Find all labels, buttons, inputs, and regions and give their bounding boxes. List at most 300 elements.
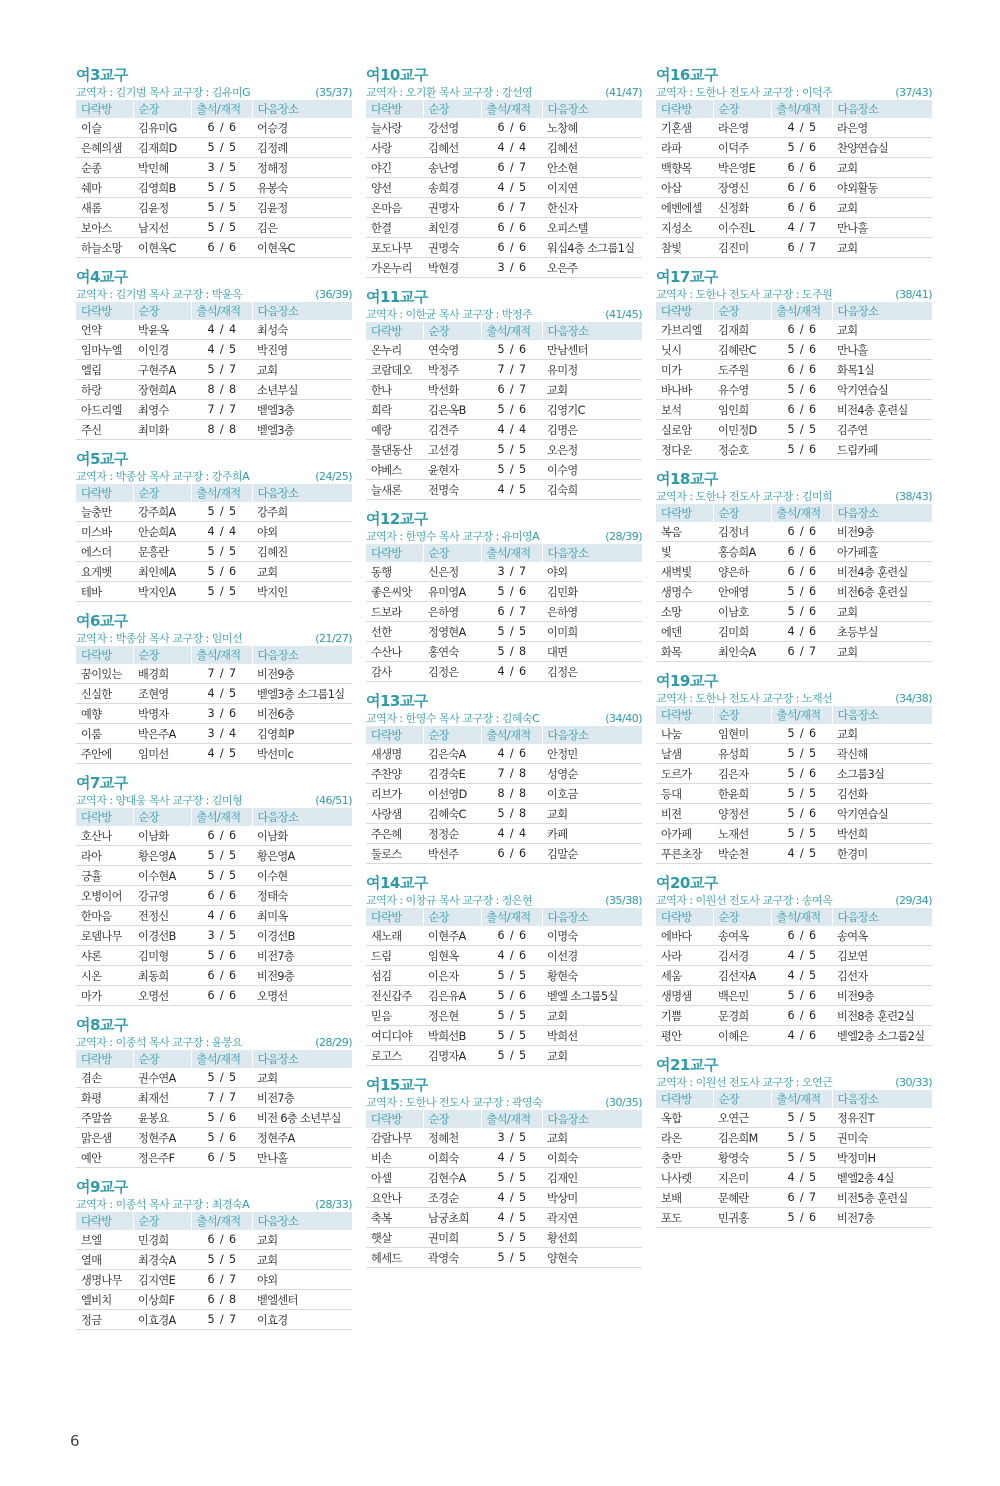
leader-name: 박은영E xyxy=(713,158,771,178)
next-location: 벧엘3층 xyxy=(252,420,352,440)
cell-group-name: 보배 xyxy=(656,1188,713,1208)
cell-group-name: 엘비치 xyxy=(76,1290,133,1310)
attendance: 6 / 6 xyxy=(481,926,542,946)
attendance: 6 / 7 xyxy=(771,642,832,662)
next-location: 안소현 xyxy=(542,158,642,178)
leader-name: 박지인A xyxy=(133,582,191,602)
next-location: 김정은 xyxy=(542,662,642,682)
leader-name: 김윤정 xyxy=(133,198,191,218)
table-row xyxy=(656,986,932,1006)
table-header-row xyxy=(366,544,642,562)
district-info xyxy=(656,691,932,706)
district-section xyxy=(366,692,642,864)
district-info xyxy=(76,287,352,302)
leader-name: 홍연숙 xyxy=(423,642,481,662)
district-section xyxy=(76,450,352,602)
cell-group-name: 드보라 xyxy=(366,602,423,622)
leader-name: 박순천 xyxy=(713,844,771,864)
column-header: 순장 xyxy=(423,544,481,562)
attendance: 4 / 5 xyxy=(481,1208,542,1228)
table-row xyxy=(76,664,352,684)
leader-name: 임인희 xyxy=(713,400,771,420)
leader-name: 권명숙 xyxy=(423,238,481,258)
attendance: 5 / 8 xyxy=(481,642,542,662)
next-location: 김은 xyxy=(252,218,352,238)
next-location: 악기연습실 xyxy=(832,804,932,824)
next-location: 한경미 xyxy=(832,844,932,864)
cell-group-name: 새벽빛 xyxy=(656,562,713,582)
leader-name: 윤봉요 xyxy=(133,1108,191,1128)
attendance: 6 / 7 xyxy=(771,1188,832,1208)
column-header: 순장 xyxy=(713,504,771,522)
cell-group-name: 예안 xyxy=(76,1148,133,1168)
table-row xyxy=(76,562,352,582)
attendance-total: (28/29) xyxy=(315,1036,352,1049)
cell-group-name: 축복 xyxy=(366,1208,423,1228)
table-row xyxy=(76,846,352,866)
district-leaders: 교역자 : 한영수 목사 교구장 : 김혜숙C xyxy=(366,712,540,725)
table-row xyxy=(366,582,642,602)
table-row xyxy=(76,1230,352,1250)
next-location: 황은영A xyxy=(252,846,352,866)
attendance: 4 / 5 xyxy=(481,480,542,500)
cell-group-name: 에바다 xyxy=(656,926,713,946)
cell-group-name: 닛시 xyxy=(656,340,713,360)
next-location: 황현숙 xyxy=(542,966,642,986)
next-location: 소년부실 xyxy=(252,380,352,400)
table-row xyxy=(366,1228,642,1248)
cell-group-name: 참빛 xyxy=(656,238,713,258)
cell-group-name: 감사 xyxy=(366,662,423,682)
table-row xyxy=(656,1108,932,1128)
cell-group-name: 섬김 xyxy=(366,966,423,986)
column-header: 다음장소 xyxy=(252,302,352,320)
attendance: 5 / 5 xyxy=(771,1148,832,1168)
attendance: 6 / 6 xyxy=(771,178,832,198)
cell-group-name: 요게벳 xyxy=(76,562,133,582)
next-location: 야외 xyxy=(252,1270,352,1290)
attendance-total: (41/45) xyxy=(605,308,642,321)
leader-name: 송여옥 xyxy=(713,926,771,946)
leader-name: 이희숙 xyxy=(423,1148,481,1168)
cell-group-name: 한나 xyxy=(366,380,423,400)
column-header: 출석/재적 xyxy=(191,484,252,502)
attendance: 4 / 6 xyxy=(771,622,832,642)
district-leaders: 교역자 : 도한나 전도사 교구장 : 곽영숙 xyxy=(366,1096,543,1109)
attendance: 6 / 6 xyxy=(191,238,252,258)
attendance: 3 / 6 xyxy=(191,704,252,724)
table-row xyxy=(76,866,352,886)
district-title: 여16교구 xyxy=(656,66,718,84)
cell-group-name: 겸손 xyxy=(76,1068,133,1088)
cell-group-name: 한마음 xyxy=(76,906,133,926)
district-section xyxy=(656,874,932,1046)
attendance: 4 / 5 xyxy=(771,946,832,966)
leader-name: 문경희 xyxy=(713,1006,771,1026)
attendance: 6 / 6 xyxy=(191,826,252,846)
next-location: 이지연 xyxy=(542,178,642,198)
cell-group-name: 빛 xyxy=(656,542,713,562)
leader-name: 권미희 xyxy=(423,1228,481,1248)
next-location: 강주희 xyxy=(252,502,352,522)
leader-name: 김혜란C xyxy=(713,340,771,360)
table-row xyxy=(76,1310,352,1330)
district-columns xyxy=(76,66,933,1340)
table-row xyxy=(366,460,642,480)
cell-group-table xyxy=(656,302,932,460)
leader-name: 김유미G xyxy=(133,118,191,138)
cell-group-table xyxy=(76,1050,352,1168)
district-leaders: 교역자 : 이종석 목사 교구장 : 윤봉요 xyxy=(76,1036,243,1049)
leader-name: 김혜선 xyxy=(423,138,481,158)
table-row xyxy=(656,1168,932,1188)
cell-group-name: 비손 xyxy=(366,1148,423,1168)
next-location: 박선희 xyxy=(832,824,932,844)
column-header: 다음장소 xyxy=(542,100,642,118)
table-row xyxy=(656,400,932,420)
leader-name: 신은정 xyxy=(423,562,481,582)
cell-group-name: 새노래 xyxy=(366,926,423,946)
attendance-total: (34/40) xyxy=(605,712,642,725)
table-row xyxy=(366,662,642,682)
cell-group-name: 브엘 xyxy=(76,1230,133,1250)
column-header: 다음장소 xyxy=(832,100,932,118)
table-row xyxy=(76,138,352,158)
table-row xyxy=(366,118,642,138)
leader-name: 최영수 xyxy=(133,400,191,420)
column-header: 다락방 xyxy=(76,484,133,502)
leader-name: 전명숙 xyxy=(423,480,481,500)
leader-name: 양은하 xyxy=(713,562,771,582)
table-row xyxy=(76,1270,352,1290)
cell-group-name: 코람데오 xyxy=(366,360,423,380)
leader-name: 김현수A xyxy=(423,1168,481,1188)
next-location: 김정례 xyxy=(252,138,352,158)
next-location: 권미숙 xyxy=(832,1128,932,1148)
attendance: 4 / 5 xyxy=(771,844,832,864)
attendance: 6 / 6 xyxy=(771,522,832,542)
column-header: 다음장소 xyxy=(252,646,352,664)
page-number: 6 xyxy=(70,1432,80,1450)
next-location: 아가페홀 xyxy=(832,542,932,562)
attendance-total: (38/41) xyxy=(895,288,932,301)
attendance: 5 / 6 xyxy=(771,804,832,824)
next-location: 안정민 xyxy=(542,744,642,764)
leader-name: 정현주A xyxy=(133,1128,191,1148)
attendance: 6 / 6 xyxy=(771,198,832,218)
cell-group-table xyxy=(656,100,932,258)
column-header: 다락방 xyxy=(656,706,713,724)
attendance: 6 / 6 xyxy=(481,218,542,238)
attendance: 8 / 8 xyxy=(481,784,542,804)
cell-group-name: 날샘 xyxy=(656,744,713,764)
column-header: 순장 xyxy=(133,808,191,826)
cell-group-name: 푸른초장 xyxy=(656,844,713,864)
cell-group-table xyxy=(366,100,642,278)
next-location: 김윤정 xyxy=(252,198,352,218)
attendance: 6 / 6 xyxy=(771,400,832,420)
cell-group-name: 등대 xyxy=(656,784,713,804)
attendance: 6 / 6 xyxy=(771,360,832,380)
next-location: 정해정 xyxy=(252,158,352,178)
next-location: 찬양연습실 xyxy=(832,138,932,158)
table-row xyxy=(76,1128,352,1148)
attendance: 4 / 5 xyxy=(191,684,252,704)
cell-group-name: 주말씀 xyxy=(76,1108,133,1128)
attendance: 6 / 6 xyxy=(191,966,252,986)
attendance: 4 / 7 xyxy=(771,218,832,238)
district-leaders: 교역자 : 박종삼 목사 교구장 : 임미선 xyxy=(76,632,243,645)
next-location: 만남센터 xyxy=(542,340,642,360)
column-header: 다락방 xyxy=(76,1050,133,1068)
next-location: 김숙희 xyxy=(542,480,642,500)
table-row xyxy=(656,764,932,784)
district-section xyxy=(366,66,642,278)
table-row xyxy=(656,198,932,218)
district-title: 여19교구 xyxy=(656,672,718,690)
leader-name: 정혜천 xyxy=(423,1128,481,1148)
table-row xyxy=(76,158,352,178)
attendance: 5 / 7 xyxy=(191,360,252,380)
attendance: 8 / 8 xyxy=(191,380,252,400)
next-location: 박상미 xyxy=(542,1188,642,1208)
leader-name: 이혜은 xyxy=(713,1026,771,1046)
cell-group-name: 새생명 xyxy=(366,744,423,764)
district-section xyxy=(76,1178,352,1330)
cell-group-name: 생명수 xyxy=(656,582,713,602)
cell-group-name: 백향목 xyxy=(656,158,713,178)
leader-name: 김영희B xyxy=(133,178,191,198)
next-location: 비전4층 훈련실 xyxy=(832,400,932,420)
table-header-row xyxy=(76,1212,352,1230)
column-header: 순장 xyxy=(423,322,481,340)
table-row xyxy=(76,118,352,138)
cell-group-name: 도르가 xyxy=(656,764,713,784)
table-row xyxy=(366,1006,642,1026)
attendance: 5 / 6 xyxy=(191,946,252,966)
table-header-row xyxy=(76,808,352,826)
cell-group-name: 시온 xyxy=(76,966,133,986)
district-title: 여11교구 xyxy=(366,288,428,306)
leader-name: 최재선 xyxy=(133,1088,191,1108)
leader-name: 박정주 xyxy=(423,360,481,380)
next-location: 비전6층 훈련실 xyxy=(832,582,932,602)
attendance: 4 / 4 xyxy=(481,138,542,158)
cell-group-name: 아삽 xyxy=(656,178,713,198)
table-row xyxy=(366,238,642,258)
attendance: 4 / 4 xyxy=(191,522,252,542)
column-header: 다음장소 xyxy=(832,1090,932,1108)
cell-group-name: 동행 xyxy=(366,562,423,582)
next-location: 만나홀 xyxy=(832,218,932,238)
attendance: 7 / 7 xyxy=(191,664,252,684)
attendance-total: (37/43) xyxy=(895,86,932,99)
attendance: 3 / 5 xyxy=(481,1128,542,1148)
attendance: 5 / 6 xyxy=(771,380,832,400)
attendance: 7 / 7 xyxy=(191,1088,252,1108)
district-section xyxy=(76,66,352,258)
table-row xyxy=(366,946,642,966)
next-location: 교회 xyxy=(252,1230,352,1250)
table-row xyxy=(366,966,642,986)
next-location: 김명은 xyxy=(542,420,642,440)
next-location: 교회 xyxy=(832,642,932,662)
column-header: 순장 xyxy=(133,302,191,320)
cell-group-table xyxy=(76,302,352,440)
attendance: 6 / 6 xyxy=(771,158,832,178)
leader-name: 최동희 xyxy=(133,966,191,986)
leader-name: 이인경 xyxy=(133,340,191,360)
cell-group-name: 요안나 xyxy=(366,1188,423,1208)
next-location: 교회 xyxy=(542,380,642,400)
district-info xyxy=(366,711,642,726)
leader-name: 김재희 xyxy=(713,320,771,340)
next-location: 화목1실 xyxy=(832,360,932,380)
cell-group-name: 복음 xyxy=(656,522,713,542)
leader-name: 박선주 xyxy=(423,844,481,864)
cell-group-table xyxy=(76,484,352,602)
cell-group-name: 주은혜 xyxy=(366,824,423,844)
table-row xyxy=(656,784,932,804)
column-header: 순장 xyxy=(423,100,481,118)
next-location: 박선미c xyxy=(252,744,352,764)
leader-name: 박윤옥 xyxy=(133,320,191,340)
table-header-row xyxy=(76,646,352,664)
cell-group-name: 은혜의샘 xyxy=(76,138,133,158)
cell-group-name: 지성소 xyxy=(656,218,713,238)
district-leaders: 교역자 : 오기환 목사 교구장 : 강선영 xyxy=(366,86,533,99)
cell-group-name: 옥합 xyxy=(656,1108,713,1128)
next-location: 비전9층 xyxy=(832,986,932,1006)
next-location: 교회 xyxy=(832,238,932,258)
table-row xyxy=(366,480,642,500)
next-location: 김선자 xyxy=(832,966,932,986)
table-row xyxy=(366,844,642,864)
district-info xyxy=(76,1197,352,1212)
table-row xyxy=(76,400,352,420)
table-header-row xyxy=(366,322,642,340)
table-header-row xyxy=(76,1050,352,1068)
table-row xyxy=(656,320,932,340)
cell-group-name: 가브리엘 xyxy=(656,320,713,340)
cell-group-name: 햇살 xyxy=(366,1228,423,1248)
column-header: 출석/재적 xyxy=(481,322,542,340)
table-row xyxy=(76,724,352,744)
cell-group-table xyxy=(366,908,642,1066)
leader-name: 오연근 xyxy=(713,1108,771,1128)
table-row xyxy=(656,642,932,662)
district-info xyxy=(656,85,932,100)
table-row xyxy=(76,582,352,602)
cell-group-table xyxy=(366,1110,642,1268)
next-location: 비전8층 훈련2실 xyxy=(832,1006,932,1026)
column-header: 다락방 xyxy=(656,1090,713,1108)
cell-group-name: 소망 xyxy=(656,602,713,622)
attendance: 3 / 6 xyxy=(481,258,542,278)
cell-group-table xyxy=(366,726,642,864)
district-section xyxy=(76,774,352,1006)
next-location: 박정미H xyxy=(832,1148,932,1168)
cell-group-table xyxy=(366,544,642,682)
table-row xyxy=(366,1208,642,1228)
table-header-row xyxy=(366,908,642,926)
attendance: 6 / 7 xyxy=(191,1270,252,1290)
cell-group-name: 화평 xyxy=(76,1088,133,1108)
table-row xyxy=(366,1188,642,1208)
next-location: 이명숙 xyxy=(542,926,642,946)
cell-group-name: 신실한 xyxy=(76,684,133,704)
column-3 xyxy=(656,66,932,1340)
leader-name: 송난영 xyxy=(423,158,481,178)
leader-name: 안순희A xyxy=(133,522,191,542)
leader-name: 임현옥 xyxy=(423,946,481,966)
next-location: 비전7층 xyxy=(832,1208,932,1228)
table-row xyxy=(366,420,642,440)
column-header: 다음장소 xyxy=(252,484,352,502)
next-location: 김선화 xyxy=(832,784,932,804)
column-header: 다음장소 xyxy=(542,726,642,744)
next-location: 라은영 xyxy=(832,118,932,138)
cell-group-name: 기쁨 xyxy=(656,1006,713,1026)
leader-name: 정은현 xyxy=(423,1006,481,1026)
attendance: 5 / 6 xyxy=(481,986,542,1006)
table-row xyxy=(366,380,642,400)
attendance-total: (24/25) xyxy=(315,470,352,483)
cell-group-table xyxy=(656,908,932,1046)
next-location: 비전7층 xyxy=(252,1088,352,1108)
table-header-row xyxy=(366,726,642,744)
cell-group-name: 온마음 xyxy=(366,198,423,218)
leader-name: 전정신 xyxy=(133,906,191,926)
column-header: 출석/재적 xyxy=(191,100,252,118)
leader-name: 조현영 xyxy=(133,684,191,704)
cell-group-name: 맑은샘 xyxy=(76,1128,133,1148)
table-row xyxy=(366,218,642,238)
next-location: 비전4층 훈련실 xyxy=(832,562,932,582)
next-location: 벧엘센터 xyxy=(252,1290,352,1310)
next-location: 교회 xyxy=(832,724,932,744)
column-header: 출석/재적 xyxy=(191,1050,252,1068)
next-location: 야외 xyxy=(252,522,352,542)
leader-name: 김미희 xyxy=(713,622,771,642)
cell-group-table xyxy=(76,646,352,764)
leader-name: 도주원 xyxy=(713,360,771,380)
leader-name: 강규영 xyxy=(133,886,191,906)
cell-group-table xyxy=(656,1090,932,1228)
leader-name: 정순호 xyxy=(713,440,771,460)
leader-name: 정영현A xyxy=(423,622,481,642)
attendance: 5 / 6 xyxy=(191,1108,252,1128)
cell-group-name: 라온 xyxy=(656,1128,713,1148)
attendance: 6 / 6 xyxy=(191,118,252,138)
leader-name: 김정녀 xyxy=(713,522,771,542)
table-row xyxy=(366,138,642,158)
leader-name: 최미화 xyxy=(133,420,191,440)
next-location: 대면 xyxy=(542,642,642,662)
next-location: 최성숙 xyxy=(252,320,352,340)
district-leaders: 교역자 : 도한나 전도사 교구장 : 이덕주 xyxy=(656,86,833,99)
table-row xyxy=(366,602,642,622)
column-header: 순장 xyxy=(713,908,771,926)
cell-group-name: 포도 xyxy=(656,1208,713,1228)
next-location: 은하영 xyxy=(542,602,642,622)
next-location: 황선희 xyxy=(542,1228,642,1248)
table-row xyxy=(76,198,352,218)
column-header: 다음장소 xyxy=(832,706,932,724)
district-info xyxy=(656,489,932,504)
cell-group-name: 좋은씨앗 xyxy=(366,582,423,602)
cell-group-name: 비젼 xyxy=(656,804,713,824)
